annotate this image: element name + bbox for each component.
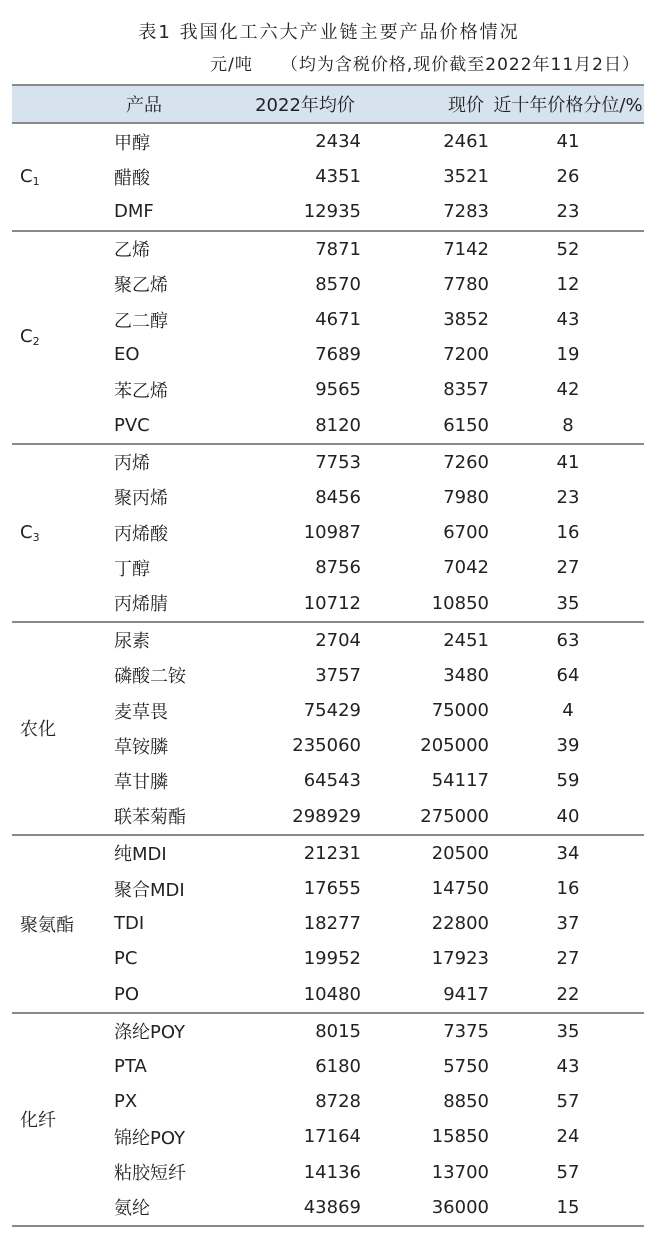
avg-price-cell: 4671 (315, 309, 361, 331)
percentile-cell: 22 (556, 983, 580, 1005)
product-cell: 磷酸二铵 (114, 666, 186, 688)
group-label (12, 622, 110, 835)
product-cell: 联苯菊酯 (114, 807, 186, 829)
avg-price-cell: 8120 (315, 414, 361, 436)
current-price-cell: 8850 (443, 1091, 489, 1113)
table-row (12, 622, 644, 658)
current-price-cell: 8357 (443, 379, 489, 401)
avg-price-cell: 43869 (303, 1196, 361, 1218)
percentile-cell: 23 (556, 486, 580, 508)
current-price-cell: 15850 (431, 1126, 489, 1148)
avg-price-cell: 8015 (315, 1020, 361, 1042)
product-cell: 涤纶POY (114, 1022, 186, 1044)
avg-price-cell: 14136 (303, 1161, 361, 1183)
group-name: 化纤 (20, 1110, 56, 1132)
current-price-cell: 14750 (431, 878, 489, 900)
percentile-cell: 35 (556, 592, 580, 614)
avg-price-cell: 298929 (292, 805, 361, 827)
percentile-cell: 27 (556, 557, 580, 579)
percentile-cell: 63 (556, 629, 580, 651)
current-price-cell: 205000 (420, 735, 489, 757)
avg-price-cell: 6180 (315, 1055, 361, 1077)
percentile-cell: 16 (556, 878, 580, 900)
percentile-cell: 35 (556, 1020, 580, 1042)
avg-price-cell: 64543 (303, 770, 361, 792)
avg-price-cell: 8728 (315, 1091, 361, 1113)
current-price-cell: 2451 (443, 629, 489, 651)
group-label (12, 231, 110, 444)
percentile-cell: 57 (556, 1161, 580, 1183)
avg-price-cell: 2434 (315, 131, 361, 153)
avg-price-cell: 10712 (303, 592, 361, 614)
percentile-cell: 64 (556, 664, 580, 686)
current-price-cell: 7283 (443, 201, 489, 223)
product-group (12, 231, 644, 444)
avg-price-cell: 18277 (303, 913, 361, 935)
current-price-cell: 3521 (443, 166, 489, 188)
group-label (12, 444, 110, 622)
avg-price-cell: 7689 (315, 344, 361, 366)
product-cell: 丙烯酸 (114, 523, 168, 545)
current-price-cell: 7780 (443, 273, 489, 295)
product-cell: 麦草畏 (114, 701, 168, 723)
percentile-cell: 24 (556, 1126, 580, 1148)
current-price-cell: 5750 (443, 1055, 489, 1077)
percentile-cell: 23 (556, 201, 580, 223)
product-cell: 氨纶 (114, 1198, 150, 1220)
product-group (12, 835, 644, 1013)
avg-price-cell: 8570 (315, 273, 361, 295)
product-group (12, 1013, 644, 1226)
avg-price-cell: 10987 (303, 522, 361, 544)
current-price-cell: 7142 (443, 238, 489, 260)
percentile-cell: 8 (562, 414, 574, 436)
percentile-cell: 34 (556, 842, 580, 864)
current-price-cell: 7375 (443, 1020, 489, 1042)
current-price-cell: 20500 (431, 842, 489, 864)
current-price-cell: 7260 (443, 451, 489, 473)
product-cell: PO (114, 983, 140, 1005)
avg-price-cell: 10480 (303, 983, 361, 1005)
header-row (12, 85, 644, 123)
percentile-cell: 4 (562, 700, 574, 722)
current-price-cell: 2461 (443, 131, 489, 153)
product-group (12, 622, 644, 835)
group-name: 聚氨酯 (20, 914, 74, 936)
table-row (12, 1013, 644, 1049)
percentile-cell: 43 (556, 309, 580, 331)
current-price-cell: 3480 (443, 664, 489, 686)
avg-price-cell: 7871 (315, 238, 361, 260)
product-cell: 聚合MDI (114, 879, 185, 901)
current-price-cell: 36000 (431, 1196, 489, 1218)
product-cell: PC (114, 948, 138, 970)
current-price-cell: 7042 (443, 557, 489, 579)
avg-price-cell: 17655 (303, 878, 361, 900)
avg-price-cell: 9565 (315, 379, 361, 401)
current-price-cell: 17923 (431, 948, 489, 970)
product-cell: 丁醇 (114, 558, 150, 580)
avg-price-cell: 8456 (315, 486, 361, 508)
product-cell: 聚乙烯 (114, 275, 168, 297)
product-cell: PVC (114, 414, 150, 436)
group-subscript: 1 (32, 174, 40, 188)
product-cell: DMF (114, 201, 154, 223)
current-price-cell: 7200 (443, 344, 489, 366)
product-cell: 苯乙烯 (114, 380, 168, 402)
avg-price-cell: 3757 (315, 664, 361, 686)
product-cell: TDI (114, 913, 145, 935)
avg-price-cell: 21231 (303, 842, 361, 864)
header-group (12, 85, 110, 123)
avg-price-cell: 235060 (292, 735, 361, 757)
avg-price-cell: 2704 (315, 629, 361, 651)
table-row (12, 835, 644, 871)
unit-label: 元/吨 (210, 55, 253, 75)
percentile-cell: 43 (556, 1055, 580, 1077)
product-cell: 乙二醇 (114, 310, 168, 332)
percentile-cell: 27 (556, 948, 580, 970)
current-price-cell: 13700 (431, 1161, 489, 1183)
table-row (12, 444, 644, 480)
avg-price-cell: 19952 (303, 948, 361, 970)
header-avg-2022: 2022年均价 (255, 95, 355, 116)
percentile-cell: 16 (556, 522, 580, 544)
price-table (12, 84, 644, 1227)
product-cell: 粘胶短纤 (114, 1163, 186, 1185)
product-group (12, 123, 644, 231)
product-cell: 纯MDI (114, 844, 167, 866)
group-label (12, 835, 110, 1013)
percentile-cell: 37 (556, 913, 580, 935)
header-current-price: 现价 (448, 95, 484, 116)
percentile-cell: 26 (556, 166, 580, 188)
current-price-cell: 54117 (431, 770, 489, 792)
percentile-cell: 12 (556, 273, 580, 295)
avg-price-cell: 12935 (303, 201, 361, 223)
group-subscript: 3 (32, 530, 40, 544)
product-cell: 聚丙烯 (114, 488, 168, 510)
percentile-cell: 39 (556, 735, 580, 757)
product-cell: 醋酸 (114, 167, 150, 189)
product-cell: 丙烯腈 (114, 594, 168, 616)
product-cell: 草甘膦 (114, 771, 168, 793)
current-price-cell: 3852 (443, 309, 489, 331)
percentile-cell: 41 (556, 131, 580, 153)
group-name: C (20, 326, 33, 348)
percentile-cell: 52 (556, 238, 580, 260)
table-title: 表1 我国化工六大产业链主要产品价格情况 (138, 22, 520, 43)
avg-price-cell: 8756 (315, 557, 361, 579)
current-price-cell: 75000 (431, 700, 489, 722)
avg-price-cell: 7753 (315, 451, 361, 473)
group-name: C (20, 165, 33, 187)
product-cell: PX (114, 1091, 138, 1113)
avg-price-cell: 4351 (315, 166, 361, 188)
table-subtitle (210, 50, 640, 75)
table-row (12, 123, 644, 159)
avg-price-cell: 17164 (303, 1126, 361, 1148)
current-price-cell: 275000 (420, 805, 489, 827)
product-cell: PTA (114, 1055, 147, 1077)
group-label (12, 1013, 110, 1226)
group-name: 农化 (20, 719, 56, 741)
current-price-cell: 9417 (443, 983, 489, 1005)
current-price-cell: 10850 (431, 592, 489, 614)
header-product: 产品 (126, 95, 162, 116)
product-cell: 丙烯 (114, 453, 150, 475)
percentile-cell: 42 (556, 379, 580, 401)
product-cell: 甲醇 (114, 132, 150, 154)
table-row (12, 231, 644, 267)
current-price-cell: 6700 (443, 522, 489, 544)
product-cell: EO (114, 344, 140, 366)
percentile-cell: 19 (556, 344, 580, 366)
current-price-cell: 22800 (431, 913, 489, 935)
product-cell: 草铵膦 (114, 736, 168, 758)
group-label (12, 123, 110, 231)
percentile-cell: 40 (556, 805, 580, 827)
current-price-cell: 6150 (443, 414, 489, 436)
percentile-cell: 15 (556, 1196, 580, 1218)
percentile-cell: 41 (556, 451, 580, 473)
avg-price-cell: 75429 (303, 700, 361, 722)
current-price-cell: 7980 (443, 486, 489, 508)
header-percentile: 近十年价格分位/% (493, 95, 643, 116)
percentile-cell: 59 (556, 770, 580, 792)
product-cell: 尿素 (114, 631, 150, 653)
product-cell: 乙烯 (114, 240, 150, 262)
product-cell: 锦纶POY (114, 1127, 186, 1149)
group-name: C (20, 521, 33, 543)
percentile-cell: 57 (556, 1091, 580, 1113)
group-subscript: 2 (32, 335, 40, 349)
product-group (12, 444, 644, 622)
price-note: （均为含税价格,现价截至2022年11月2日） (280, 55, 640, 75)
